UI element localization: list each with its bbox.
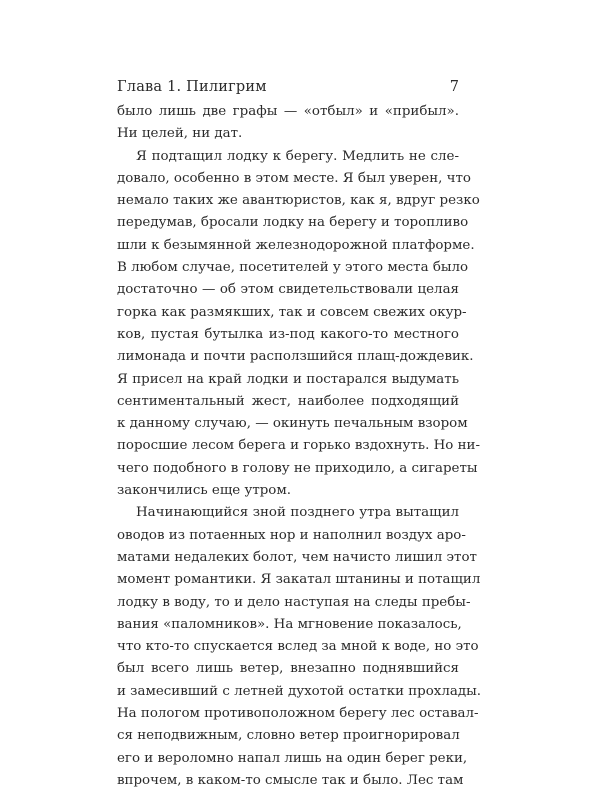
- chapter-title: Глава 1. Пилигрим: [117, 79, 267, 95]
- text-line: вания «паломников». На мгновение показалось,: [117, 616, 462, 632]
- text-line: был всего лишь ветер, внезапно поднявшийся: [117, 661, 459, 677]
- text-line: сентиментальный жест, наиболее подходящий: [117, 393, 459, 409]
- text-line: что кто-то спускается вслед за мной к воде, но это: [117, 639, 479, 655]
- text-line: ков, пустая бутылка из-под какого-то местного: [117, 326, 459, 342]
- text-line: и замесивший с летней духотой остатки прохлады.: [117, 683, 482, 699]
- page-number: 7: [449, 79, 459, 95]
- text-line: Я подтащил лодку к берегу. Медлить не сле-: [136, 148, 459, 164]
- text-line: передумав, бросали лодку на берегу и торопливо: [117, 215, 469, 231]
- text-line: В любом случае, посетителей у этого места было: [117, 260, 469, 276]
- text-line: шли к безымянной железнодорожной платформе.: [117, 237, 475, 253]
- text-line: Я присел на край лодки и постарался выдумать: [117, 371, 459, 387]
- text-line: поросшие лесом берега и горько вздохнуть. Но ни-: [117, 438, 480, 454]
- text-line: было лишь две графы — «отбыл» и «прибыл».: [117, 104, 459, 119]
- text-line: достаточно — об этом свидетельствовали целая: [117, 282, 459, 298]
- paragraph: [117, 502, 482, 792]
- text-line: матами недалеких болот, чем начисто лишил этот: [117, 549, 477, 565]
- text-line: оводов из потаенных нор и наполнил воздух аро-: [117, 527, 466, 543]
- text-line: лимонада и почти расползшийся плащ-дождевик.: [117, 349, 474, 365]
- text-line: ся неподвижным, словно ветер проигнорировал: [117, 728, 460, 744]
- running-head: [117, 77, 459, 97]
- text-line: немало таких же авантюристов, как я, вдруг резко: [117, 193, 480, 209]
- text-line: довало, особенно в этом месте. Я был уверен, что: [117, 170, 471, 186]
- text-line: впрочем, в каком-то смысле так и было. Лес там: [117, 772, 464, 788]
- text-line: его и вероломно напал лишь на один берег реки,: [117, 750, 468, 766]
- paragraph: [117, 101, 459, 146]
- paragraph: [117, 146, 480, 503]
- text-line: момент романтики. Я закатал штанины и потащил: [117, 572, 481, 588]
- text-line: На пологом противоположном берегу лес оставал-: [117, 706, 479, 722]
- text-line: к данному случаю, — окинуть печальным взором: [117, 416, 468, 432]
- text-line: закончились еще утром.: [117, 483, 292, 499]
- text-line: Начинающийся зной позднего утра вытащил: [136, 505, 459, 521]
- text-line: лодку в воду, то и дело наступая на следы пребы-: [117, 594, 471, 610]
- text-line: чего подобного в голову не приходило, а сигареты: [117, 460, 478, 476]
- body-text: [117, 101, 482, 792]
- text-line: горка как размякших, так и совсем свежих окур-: [117, 304, 467, 320]
- text-line: Ни целей, ни дат.: [117, 126, 243, 142]
